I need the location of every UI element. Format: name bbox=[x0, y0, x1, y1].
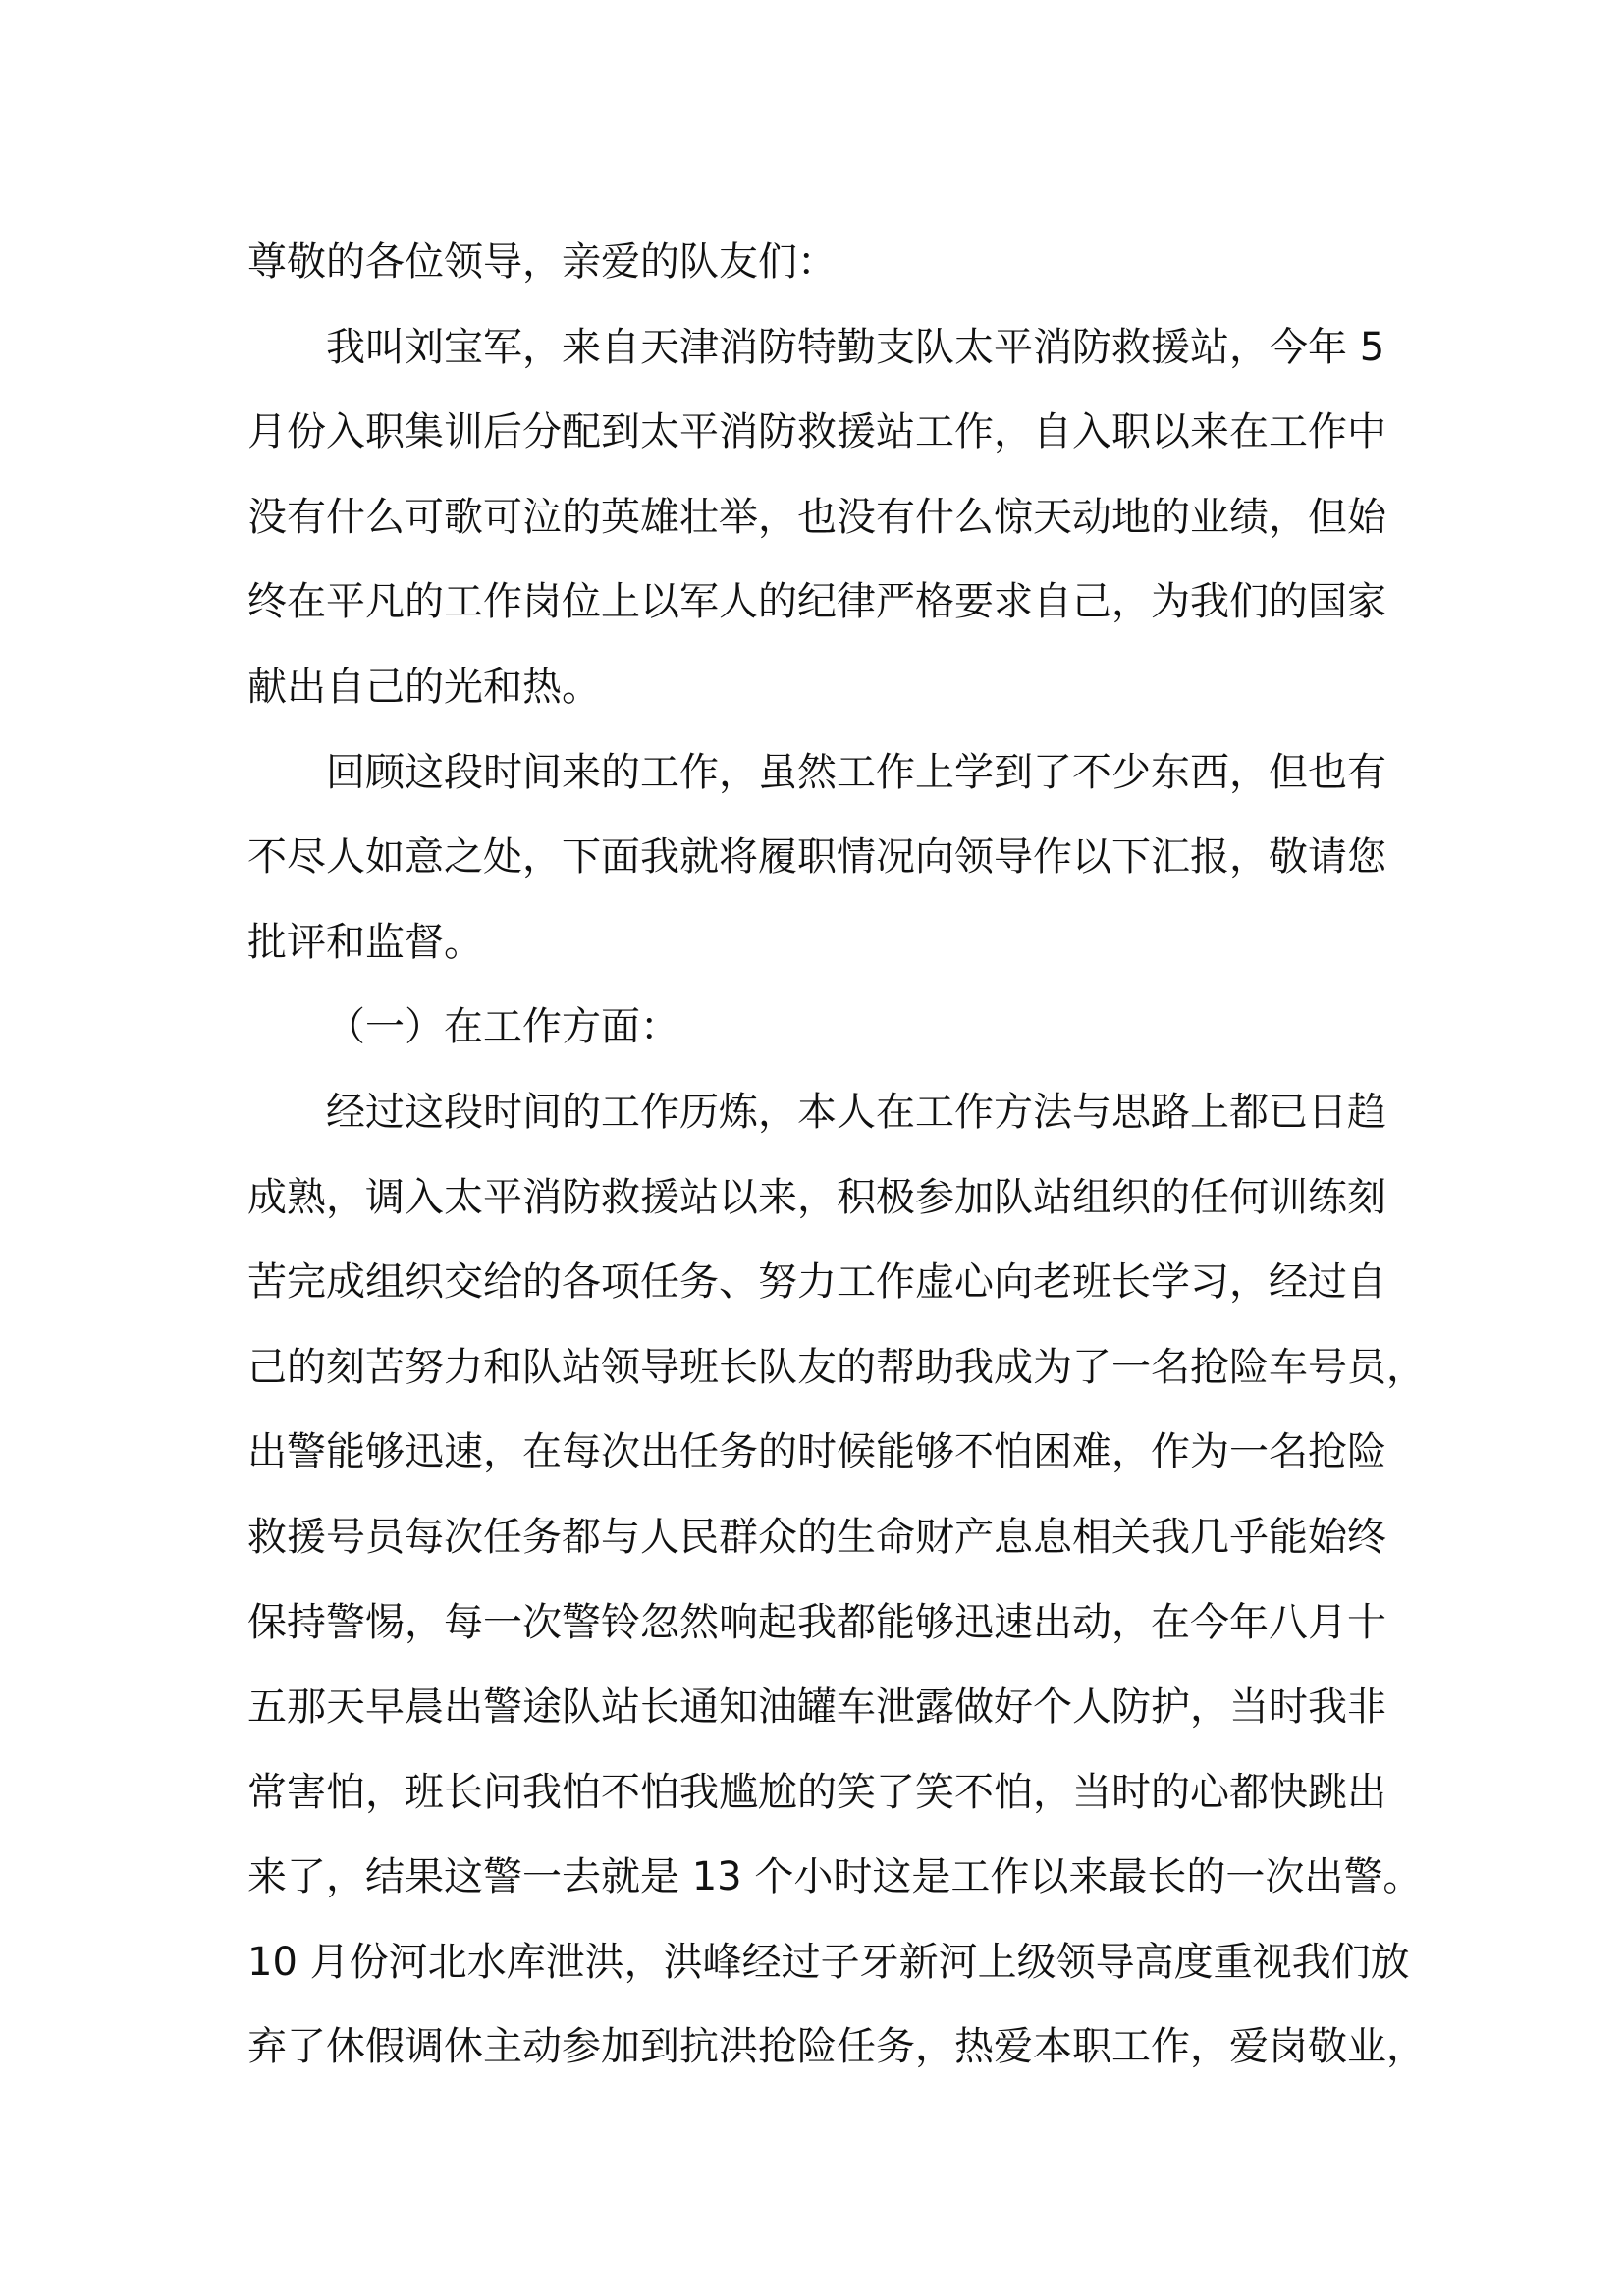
text-line: 不尽人如意之处，下面我就将履职情况向领导作以下汇报，敬请您 bbox=[247, 834, 1386, 881]
text-line: 回顾这段时间来的工作，虽然工作上学到了不少东西，但也有 bbox=[326, 749, 1386, 795]
text-line: 成熟，调入太平消防救援站以来，积极参加队站组织的任何训练刻 bbox=[247, 1174, 1386, 1220]
text-line: 没有什么可歌可泣的英雄壮举，也没有什么惊天动地的业绩，但始 bbox=[247, 494, 1386, 540]
text-line: 月份入职集训后分配到太平消防救援站工作，自入职以来在工作中 bbox=[247, 409, 1386, 455]
text-line: 五那天早晨出警途队站长通知油罐车泄露做好个人防护，当时我非 bbox=[247, 1684, 1386, 1731]
text-line: 出警能够迅速，在每次出任务的时候能够不怕困难，作为一名抢险 bbox=[247, 1429, 1386, 1475]
text-line: 救援号员每次任务都与人民群众的生命财产息息相关我几乎能始终 bbox=[247, 1514, 1386, 1560]
text-line: 常害怕，班长问我怕不怕我尴尬的笑了笑不怕，当时的心都快跳出 bbox=[247, 1769, 1386, 1815]
text-line: 苦完成组织交给的各项任务、努力工作虚心向老班长学习，经过自 bbox=[247, 1259, 1386, 1306]
text-line: 献出自己的光和热。 bbox=[247, 664, 601, 710]
text-line: 终在平凡的工作岗位上以军人的纪律严格要求自己，为我们的国家 bbox=[247, 579, 1386, 625]
text-line: 批评和监督。 bbox=[247, 919, 483, 965]
text-line: 来了，结果这警一去就是 13 个小时这是工作以来最长的一次出警。 bbox=[247, 1854, 1423, 1900]
text-line: 弃了休假调休主动参加到抗洪抢险任务，热爱本职工作，爱岗敬业， bbox=[247, 2024, 1426, 2070]
document-body bbox=[247, 220, 1426, 2090]
section-heading: （一）在工作方面： bbox=[326, 1004, 679, 1050]
salutation: 尊敬的各位领导，亲爱的队友们： bbox=[247, 240, 837, 285]
text-line: 10 月份河北水库泄洪，洪峰经过子牙新河上级领导高度重视我们放 bbox=[247, 1939, 1410, 1985]
text-line: 我叫刘宝军，来自天津消防特勤支队太平消防救援站，今年 5 bbox=[326, 324, 1385, 370]
text-line: 经过这段时间的工作历炼，本人在工作方法与思路上都已日趋 bbox=[326, 1089, 1386, 1135]
text-line: 保持警惕，每一次警铃忽然响起我都能够迅速出动，在今年八月十 bbox=[247, 1599, 1386, 1645]
text-line: 己的刻苦努力和队站领导班长队友的帮助我成为了一名抢险车号员， bbox=[247, 1344, 1426, 1390]
